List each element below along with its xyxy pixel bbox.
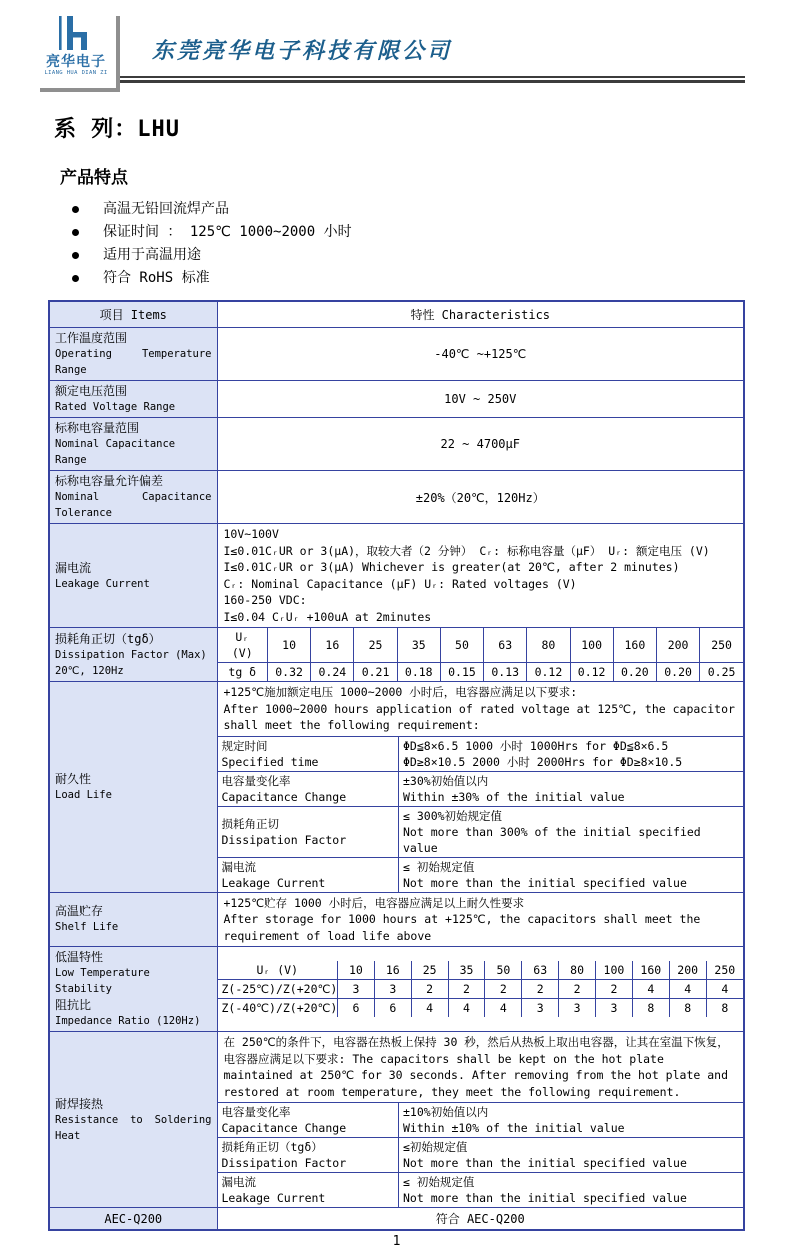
row-tolerance bbox=[49, 471, 744, 524]
subrow-label-cn: 损耗角正切（tgδ） bbox=[221, 1140, 323, 1154]
aec-label: AEC-Q200 bbox=[49, 1208, 217, 1231]
subrow-label-en: Capacitance Change bbox=[221, 1121, 347, 1135]
row-label-cn: 损耗角正切（tgδ） bbox=[55, 631, 161, 646]
subrow-leakage-current bbox=[218, 857, 744, 892]
soldering-intro: 在 250℃的条件下，电容器在热板上保持 30 秒，然后从热板上取出电容器，让其在室温下恢复，电容器应满足以下要求: The capacitors shall be kept on the hot plate maintained at 250℃ for 30 seconds. After removing from the hot plate and restored at room temperature, they meet the following requirement. bbox=[218, 1032, 744, 1103]
row-label-cn: 耐久性 bbox=[55, 771, 92, 786]
row-label-en: Shelf Life bbox=[55, 921, 119, 934]
row-label-cn: 额定电压范围 bbox=[55, 384, 128, 398]
feature-text: 高温无铅回流焊产品 bbox=[103, 201, 229, 217]
tg-delta-label: tg δ bbox=[218, 663, 268, 682]
subrow-value: Within ±10% of the initial value bbox=[403, 1121, 625, 1135]
feature-text: 符合 RoHS 标准 bbox=[103, 270, 210, 286]
impedance-value: 3 bbox=[338, 980, 375, 999]
bullet-icon bbox=[72, 206, 79, 213]
tg-delta-value: 0.24 bbox=[311, 663, 354, 682]
row-value: ±20%（20℃，120Hz） bbox=[217, 471, 744, 524]
subrow-value: ≤ 初始规定值 bbox=[403, 1175, 475, 1189]
impedance-row-z40 bbox=[218, 999, 744, 1018]
row-label-cn: 工作温度范围 bbox=[55, 331, 128, 345]
voltage-cell: 200 bbox=[656, 628, 699, 663]
soldering-subtable bbox=[218, 1103, 744, 1207]
page-number: 1 bbox=[392, 1234, 401, 1249]
leakage-line: 10V~100V bbox=[223, 527, 279, 541]
company-logo bbox=[36, 12, 116, 88]
subrow-value: Not more than the initial specified value bbox=[403, 875, 687, 890]
impedance-value: 2 bbox=[485, 980, 522, 999]
impedance-value: 3 bbox=[596, 999, 633, 1018]
subrow-specified-time bbox=[218, 737, 744, 772]
voltage-header: Uᵣ (V) bbox=[218, 961, 338, 980]
feature-item bbox=[72, 198, 745, 221]
voltage-cell: 16 bbox=[311, 628, 354, 663]
subrow-value: ΦD≦8×6.5 1000 小时 1000Hrs for ΦD≦8×6.5 bbox=[403, 738, 669, 753]
company-name: 东莞亮华电子科技有限公司 bbox=[152, 38, 453, 64]
shelf-life-line-cn: +125℃贮存 1000 小时后，电容器应满足以上耐久性要求 bbox=[223, 895, 525, 910]
feature-item bbox=[72, 267, 745, 290]
voltage-cell: 100 bbox=[570, 628, 613, 663]
voltage-cell: 250 bbox=[706, 961, 743, 980]
row-operating-temp bbox=[49, 328, 744, 381]
bullet-icon bbox=[72, 275, 79, 282]
header-divider bbox=[86, 76, 745, 83]
row-label-en: Low Temperature Stability bbox=[55, 967, 150, 995]
subrow-label-cn: 损耗角正切 bbox=[221, 816, 279, 831]
impedance-value: 3 bbox=[374, 980, 411, 999]
subrow-capacitance-change bbox=[218, 771, 744, 806]
subrow-label-en: Specified time bbox=[221, 754, 319, 769]
row-low-temperature bbox=[49, 947, 744, 1032]
aec-value: 符合 AEC-Q200 bbox=[217, 1208, 744, 1231]
impedance-value: 6 bbox=[374, 999, 411, 1018]
row-capacitance-range bbox=[49, 418, 744, 471]
voltage-cell: 80 bbox=[559, 961, 596, 980]
subrow-dissipation-factor bbox=[218, 1138, 744, 1173]
voltage-cell: 10 bbox=[338, 961, 375, 980]
dissipation-voltage-row bbox=[218, 628, 744, 663]
lh-monogram-icon bbox=[54, 15, 98, 55]
dissipation-value-row bbox=[218, 663, 744, 682]
subrow-label-en: Leakage Current bbox=[221, 1191, 326, 1205]
dissipation-table bbox=[218, 628, 744, 681]
row-leakage-current bbox=[49, 524, 744, 628]
tg-delta-value: 0.13 bbox=[484, 663, 527, 682]
row-label-cn: 标称电容量允许偏差 bbox=[55, 474, 164, 488]
row-label-cn: 高温贮存 bbox=[55, 904, 104, 919]
row-aec-q200 bbox=[49, 1208, 744, 1231]
row-label-en: Resistance to Soldering Heat bbox=[55, 1113, 212, 1142]
subrow-capacitance-change bbox=[218, 1103, 744, 1138]
row-dissipation-factor bbox=[49, 628, 744, 682]
features-heading: 产品特点 bbox=[60, 168, 128, 188]
row-label-en: Operating Temperature Range bbox=[55, 348, 212, 376]
voltage-cell: 250 bbox=[700, 628, 743, 663]
load-life-intro-cn: +125℃施加额定电压 1000~2000 小时后，电容器应满足以下要求: bbox=[223, 685, 578, 699]
subrow-value: ≤ 初始规定值 bbox=[403, 859, 475, 874]
spec-table bbox=[48, 300, 745, 1231]
tg-delta-value: 0.25 bbox=[700, 663, 743, 682]
feature-item bbox=[72, 244, 745, 267]
subrow-label-en: Leakage Current bbox=[221, 875, 326, 890]
voltage-cell: 63 bbox=[522, 961, 559, 980]
subrow-value: ΦD≥8×10.5 2000 小时 2000Hrs for ΦD≥8×10.5 bbox=[403, 754, 683, 769]
table-header-row bbox=[49, 301, 744, 328]
row-label-en: Impedance Ratio (120Hz) bbox=[55, 1015, 201, 1027]
impedance-value: 8 bbox=[669, 999, 706, 1018]
impedance-value: 4 bbox=[411, 999, 448, 1018]
voltage-cell: 35 bbox=[448, 961, 485, 980]
shelf-life-line-en: After storage for 1000 hours at +125℃, the capacitors shall meet the requirement of load life above bbox=[223, 912, 701, 943]
impedance-voltage-row bbox=[218, 961, 744, 980]
leakage-line: I≤0.04 CᵣUᵣ +100uA at 2minutes bbox=[223, 609, 432, 624]
impedance-row-label: Z(-25℃)/Z(+20℃) bbox=[218, 980, 338, 999]
subrow-value: Not more than the initial specified value bbox=[403, 1191, 687, 1205]
feature-text: 保证时间 ： 125℃ 1000~2000 小时 bbox=[103, 224, 352, 240]
row-label-cn: 标称电容量范围 bbox=[55, 421, 140, 435]
impedance-ratio-table bbox=[218, 961, 744, 1017]
tg-delta-value: 0.18 bbox=[397, 663, 440, 682]
subrow-label-cn: 电容量变化率 bbox=[221, 1105, 291, 1119]
subrow-value: ≤初始规定值 bbox=[403, 1140, 468, 1154]
row-load-life bbox=[49, 682, 744, 893]
tg-delta-value: 0.32 bbox=[268, 663, 311, 682]
logo-text-pinyin: LIANG HUA DIAN ZI bbox=[44, 70, 108, 76]
feature-text: 适用于高温用途 bbox=[103, 247, 201, 263]
row-value: 10V ~ 250V bbox=[217, 381, 744, 418]
voltage-cell: 16 bbox=[374, 961, 411, 980]
tg-delta-value: 0.20 bbox=[613, 663, 656, 682]
series-title: 系 列：LHU bbox=[54, 117, 180, 142]
feature-item bbox=[72, 221, 745, 244]
row-label-en: Leakage Current bbox=[55, 577, 150, 590]
subrow-leakage-current bbox=[218, 1173, 744, 1208]
subrow-dissipation-factor bbox=[218, 806, 744, 857]
impedance-value: 3 bbox=[522, 999, 559, 1018]
impedance-value: 2 bbox=[411, 980, 448, 999]
voltage-cell: 63 bbox=[484, 628, 527, 663]
load-life-subtable bbox=[218, 737, 744, 892]
impedance-value: 8 bbox=[706, 999, 743, 1018]
row-label-cn: 漏电流 bbox=[55, 560, 92, 575]
voltage-cell: 35 bbox=[397, 628, 440, 663]
row-label-cn: 低温特性 bbox=[55, 950, 104, 964]
subrow-label-en: Capacitance Change bbox=[221, 789, 347, 804]
logo-text-cn: 亮华电子 bbox=[46, 54, 106, 70]
leakage-line: 160-250 VDC: bbox=[223, 593, 307, 607]
voltage-cell: 25 bbox=[411, 961, 448, 980]
row-label-en: Nominal Capacitance Tolerance bbox=[55, 491, 212, 519]
row-label-en: Dissipation Factor (Max) bbox=[55, 648, 207, 661]
subrow-value: Not more than 300% of the initial specified value bbox=[403, 824, 701, 855]
bullet-icon bbox=[72, 252, 79, 259]
subrow-label-cn: 电容量变化率 bbox=[221, 773, 291, 788]
impedance-value: 3 bbox=[559, 999, 596, 1018]
col-header-items: 项目 Items bbox=[49, 301, 217, 328]
voltage-cell: 50 bbox=[440, 628, 483, 663]
impedance-value: 8 bbox=[632, 999, 669, 1018]
row-label-condition: 20℃, 120Hz bbox=[55, 664, 124, 677]
subrow-label-cn: 规定时间 bbox=[221, 738, 268, 753]
subrow-value: ±30%初始值以内 bbox=[403, 773, 489, 788]
leakage-line: Cᵣ: Nominal Capacitance (μF) Uᵣ: Rated voltages (V) bbox=[223, 576, 577, 591]
bullet-icon bbox=[72, 229, 79, 236]
impedance-value: 4 bbox=[669, 980, 706, 999]
row-label-en: Rated Voltage Range bbox=[55, 401, 176, 413]
impedance-row-z25 bbox=[218, 980, 744, 999]
voltage-cell: 25 bbox=[354, 628, 397, 663]
tg-delta-value: 0.15 bbox=[440, 663, 483, 682]
row-rated-voltage bbox=[49, 381, 744, 418]
load-life-intro-en: After 1000~2000 hours application of rated voltage at 125℃, the capacitor shall meet the following requirement: bbox=[223, 701, 735, 732]
row-label-cn: 耐焊接热 bbox=[55, 1096, 104, 1111]
subrow-value: Not more than the initial specified value bbox=[403, 1156, 687, 1170]
voltage-cell: 160 bbox=[613, 628, 656, 663]
subrow-label-en: Dissipation Factor bbox=[221, 1156, 347, 1170]
impedance-value: 4 bbox=[632, 980, 669, 999]
page-header bbox=[40, 10, 745, 98]
row-value: 22 ~ 4700μF bbox=[217, 418, 744, 471]
features-list bbox=[40, 198, 745, 290]
voltage-cell: 160 bbox=[632, 961, 669, 980]
subrow-label-en: Dissipation Factor bbox=[221, 832, 347, 847]
impedance-value: 2 bbox=[596, 980, 633, 999]
voltage-cell: 200 bbox=[669, 961, 706, 980]
leakage-line: I≤0.01CᵣUR or 3(μA) Whichever is greater(at 20℃, after 2 minutes) bbox=[223, 560, 680, 574]
impedance-value: 6 bbox=[338, 999, 375, 1018]
voltage-cell: 10 bbox=[268, 628, 311, 663]
impedance-value: 4 bbox=[706, 980, 743, 999]
impedance-row-label: Z(-40℃)/Z(+20℃) bbox=[218, 999, 338, 1018]
impedance-value: 4 bbox=[485, 999, 522, 1018]
subrow-value: Within ±30% of the initial value bbox=[403, 789, 625, 804]
row-shelf-life bbox=[49, 892, 744, 947]
subrow-label-cn: 漏电流 bbox=[221, 859, 256, 874]
row-label-cn: 阻抗比 bbox=[55, 998, 92, 1012]
subrow-value: ≤ 300%初始规定值 bbox=[403, 808, 503, 823]
row-label-en: Load Life bbox=[55, 788, 112, 801]
leakage-line: I≤0.01CᵣUR or 3(μA)，取较大者（2 分钟） Cᵣ: 标称电容量（μF） Uᵣ: 额定电压 (V) bbox=[223, 543, 710, 558]
row-value: -40℃ ~+125℃ bbox=[217, 328, 744, 381]
impedance-value: 2 bbox=[559, 980, 596, 999]
voltage-cell: 100 bbox=[596, 961, 633, 980]
impedance-value: 2 bbox=[448, 980, 485, 999]
impedance-value: 2 bbox=[522, 980, 559, 999]
row-soldering-heat bbox=[49, 1032, 744, 1208]
tg-delta-value: 0.21 bbox=[354, 663, 397, 682]
impedance-value: 4 bbox=[448, 999, 485, 1018]
voltage-cell: 50 bbox=[485, 961, 522, 980]
subrow-value: ±10%初始值以内 bbox=[403, 1105, 489, 1119]
voltage-cell: 80 bbox=[527, 628, 570, 663]
voltage-header: Uᵣ (V) bbox=[218, 628, 268, 663]
subrow-label-cn: 漏电流 bbox=[221, 1175, 256, 1189]
tg-delta-value: 0.20 bbox=[656, 663, 699, 682]
tg-delta-value: 0.12 bbox=[527, 663, 570, 682]
row-label-en: Nominal Capacitance Range bbox=[55, 438, 176, 466]
tg-delta-value: 0.12 bbox=[570, 663, 613, 682]
col-header-characteristics: 特性 Characteristics bbox=[217, 301, 744, 328]
